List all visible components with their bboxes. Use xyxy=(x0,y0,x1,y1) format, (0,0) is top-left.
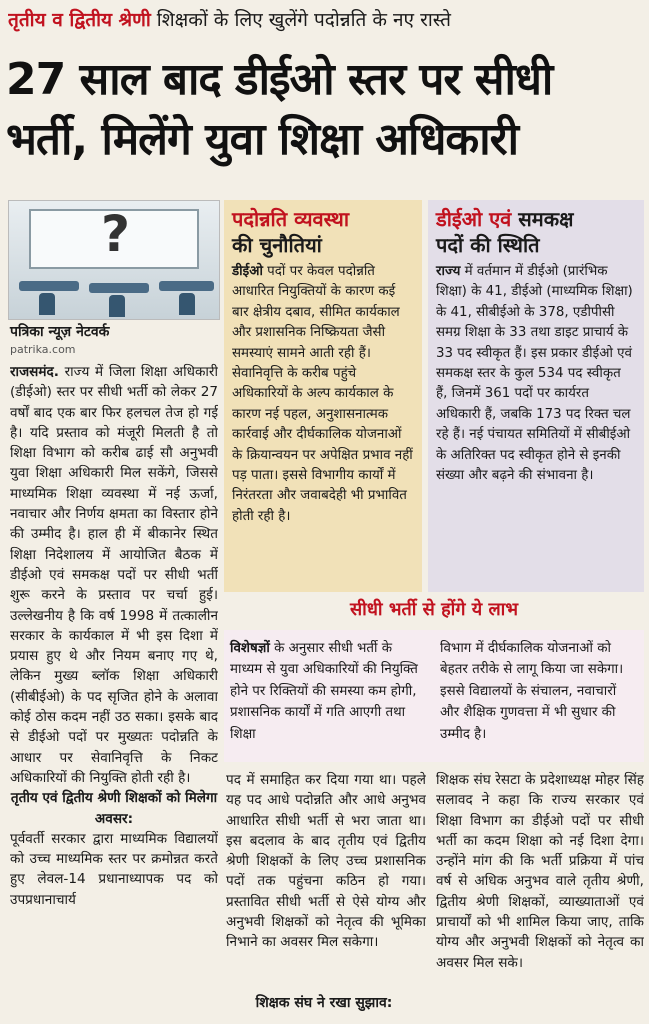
benefits-header: सीधी भर्ती से होंगे ये लाभ xyxy=(350,599,518,620)
posts-status-title-rest-2: पदों की स्थिति xyxy=(436,233,540,257)
kicker-highlight: तृतीय व द्वितीय श्रेणी xyxy=(8,9,151,31)
column-1-text-2: पूर्ववर्ती सरकार द्वारा माध्यमिक विद्यालयों को उच्च माध्यमिक स्तर पर क्रमोन्नत करते हुए लेवल-14 प्रधानाध्यापक पद को उपप्रधानाचार्य xyxy=(10,830,218,908)
headline-line-2: भर्ती, मिलेंगे युवा शिक्षा अधिकारी xyxy=(6,114,518,165)
column-1-subhead: तृतीय एवं द्वितीय श्रेणी शिक्षकों को मिलेगा अवसर: xyxy=(10,790,218,827)
site-link[interactable]: patrika.com xyxy=(10,343,76,356)
kicker-text: शिक्षकों के लिए खुलेंगे पदोन्नति के नए रास्ते xyxy=(150,9,452,31)
challenges-lead: डीईओ xyxy=(232,264,263,279)
benefits-box xyxy=(224,630,644,762)
headline-line-1: 27 साल बाद डीईओ स्तर पर सीधी xyxy=(6,54,553,105)
classroom-photo xyxy=(8,200,220,320)
benefits-text-2: विभाग में दीर्घकालिक योजनाओं को बेहतर तरीके से लागू किया जा सकेगा। इससे विद्यालयों के संचालन, नवाचारों और शैक्षिक गुणवत्ता में भी सुधार की उम्मीद है। xyxy=(440,641,624,742)
posts-status-box xyxy=(428,200,644,592)
posts-status-lead: राज्य xyxy=(436,264,461,279)
benefits-body-1: के अनुसार सीधी भर्ती के माध्यम से युवा अधिकारियों की नियुक्ति होने पर रिक्तियों की समस्या कम होगी, प्रशासनिक कार्यों में गति आएगी तथा शिक्षा xyxy=(230,641,418,742)
kicker xyxy=(8,6,644,34)
challenges-body: पदों पर केवल पदोन्नति आधारित नियुक्तियों के कारण कई बार क्षेत्रीय दबाव, सीमित कार्यकाल और प्रशासनिक निष्क्रियता जैसी समस्याएं सामने आती रही हैं। सेवानिवृत्ति के करीब पहुंचे अधिकारियों के अल्प कार्यकाल के कारण नई पहल, अनुशासनात्मक कार्रवाई और दीर्घकालिक योजनाओं के क्रियान्वयन पर अपेक्षित प्रभाव नहीं पड़ पाता। इससे विभागीय कार्यों में निरंतरता और जवाबदेही भी प्रभावित होती रही है। xyxy=(232,264,413,524)
column-2 xyxy=(226,770,426,992)
benefits-text-1 xyxy=(230,638,428,754)
question-mark-icon: ? xyxy=(101,205,131,263)
desk xyxy=(19,281,79,291)
challenges-text xyxy=(232,262,414,527)
column-1-text: राज्य में जिला शिक्षा अधिकारी (डीईओ) स्तर पर सीधी भर्ती को लेकर 27 वर्षों बाद एक बार फिर हलचल तेज हो गई है। यदि प्रस्ताव को मंजूरी मिलती है तो शिक्षा विभाग को करीब ढाई सौ अनुभवी युवा शिक्षा अधिकारी मिल सकेंगे, जिससे माध्यमिक शिक्षा व्यवस्था में नई ऊर्जा, नवाचार और निर्णय क्षमता का विस्तार होने की उम्मीद है। हाल ही में बीकानेर स्थित शिक्षा निदेशालय में आयोजित बैठक में डीईओ एवं समकक्ष पदों पर सीधी भर्ती शुरू करने के प्रस्ताव पर चर्चा हुई। उल्लेखनीय है कि वर्ष 1998 में तत्कालीन सरकार के कार्यकाल में भी इस दिशा में प्रयास हुए थे और नियम बनाए गए थे, लेकिन मुख्य ब्लॉक शिक्षा अधिकारी (सीबीईओ) के पद सृजित होने के अलावा कोई ठोस कदम नहीं उठ सका। इसके बाद से डीईओ पदों पर मुख्यतः पदोन्नति के आधार पर सेवानिवृत्ति के निकट अधिकारियों की नियुक्ति होती रही है। xyxy=(10,364,218,786)
posts-status-body: में वर्तमान में डीईओ (प्रारंभिक शिक्षा) के 41, डीईओ (माध्यमिक शिक्षा) के 41, सीबीईओ के 378, एडीपीसी समग्र शिक्षा के 33 तथा डाइट प्राचार्य के 33 पद स्वीकृत हैं। इस प्रकार डीईओ एवं समकक्ष स्तर के कुल 534 पद स्वीकृत हैं, जिनमें 361 पदों पर कार्यरत अधिकारी हैं, जबकि 173 पद रिक्त चल रहे हैं। नई पंचायत समितियों में सीबीईओ के अतिरिक्त पद स्वीकृत होने से इनकी संख्या और बढ़ने की संभावना है। xyxy=(436,264,633,484)
column-2-text: पद में समाहित कर दिया गया था। पहले यह पद आधे पदोन्नति और आधे अनुभव आधारित सीधी भर्ती से भरा जाता था। इस बदलाव के बाद तृतीय एवं द्वितीय श्रेणी शिक्षकों के लिए उच्च प्रशासनिक पदों तक पहुंचना कठिन हो गया। प्रस्तावित सीधी भर्ती से ऐसे योग्य और अनुभवी शिक्षकों को नेतृत्व की भूमिका निभाने का अवसर मिल सकेगा। xyxy=(226,772,426,951)
column-1 xyxy=(10,362,218,1018)
desk xyxy=(89,283,149,293)
byline: पत्रिका न्यूज़ नेटवर्क xyxy=(10,324,110,340)
column-2-subhead: शिक्षक संघ ने रखा सुझाव: xyxy=(255,995,393,1011)
posts-status-text xyxy=(436,262,636,486)
headline xyxy=(6,50,646,170)
column-3 xyxy=(436,770,644,1016)
desk xyxy=(159,281,214,291)
benefits-lead: विशेषज्ञों xyxy=(230,641,270,656)
dateline: राजसमंद. xyxy=(10,364,59,380)
challenges-box xyxy=(224,200,422,592)
column-3-text: शिक्षक संघ रेसटा के प्रदेशाध्यक्ष मोहर सिंह सलावद ने कहा कि राज्य सरकार एवं शिक्षा विभाग का डीईओ पदों पर सीधी भर्ती का कदम शिक्षा को नई दिशा देगा। उन्होंने मांग की कि भर्ती प्रक्रिया में पांच वर्ष से अधिक अनुभव वाले तृतीय श्रेणी, द्वितीय श्रेणी शिक्षकों, व्याख्याताओं एवं प्राचार्यों को भी शामिल किया जाए, ताकि योग्य और अनुभवी शिक्षकों को नेतृत्व का अवसर मिल सके। xyxy=(436,772,644,971)
challenges-title xyxy=(232,206,414,258)
chair xyxy=(39,293,55,315)
challenges-title-rest: की चुनौतियां xyxy=(232,233,322,257)
posts-status-title-red: डीईओ एवं xyxy=(436,207,512,231)
chair xyxy=(179,293,195,315)
posts-status-title xyxy=(436,206,636,258)
chair xyxy=(109,295,125,317)
posts-status-title-rest-1: समकक्ष xyxy=(511,207,574,231)
challenges-title-red: पदोन्नति व्यवस्था xyxy=(232,207,350,231)
